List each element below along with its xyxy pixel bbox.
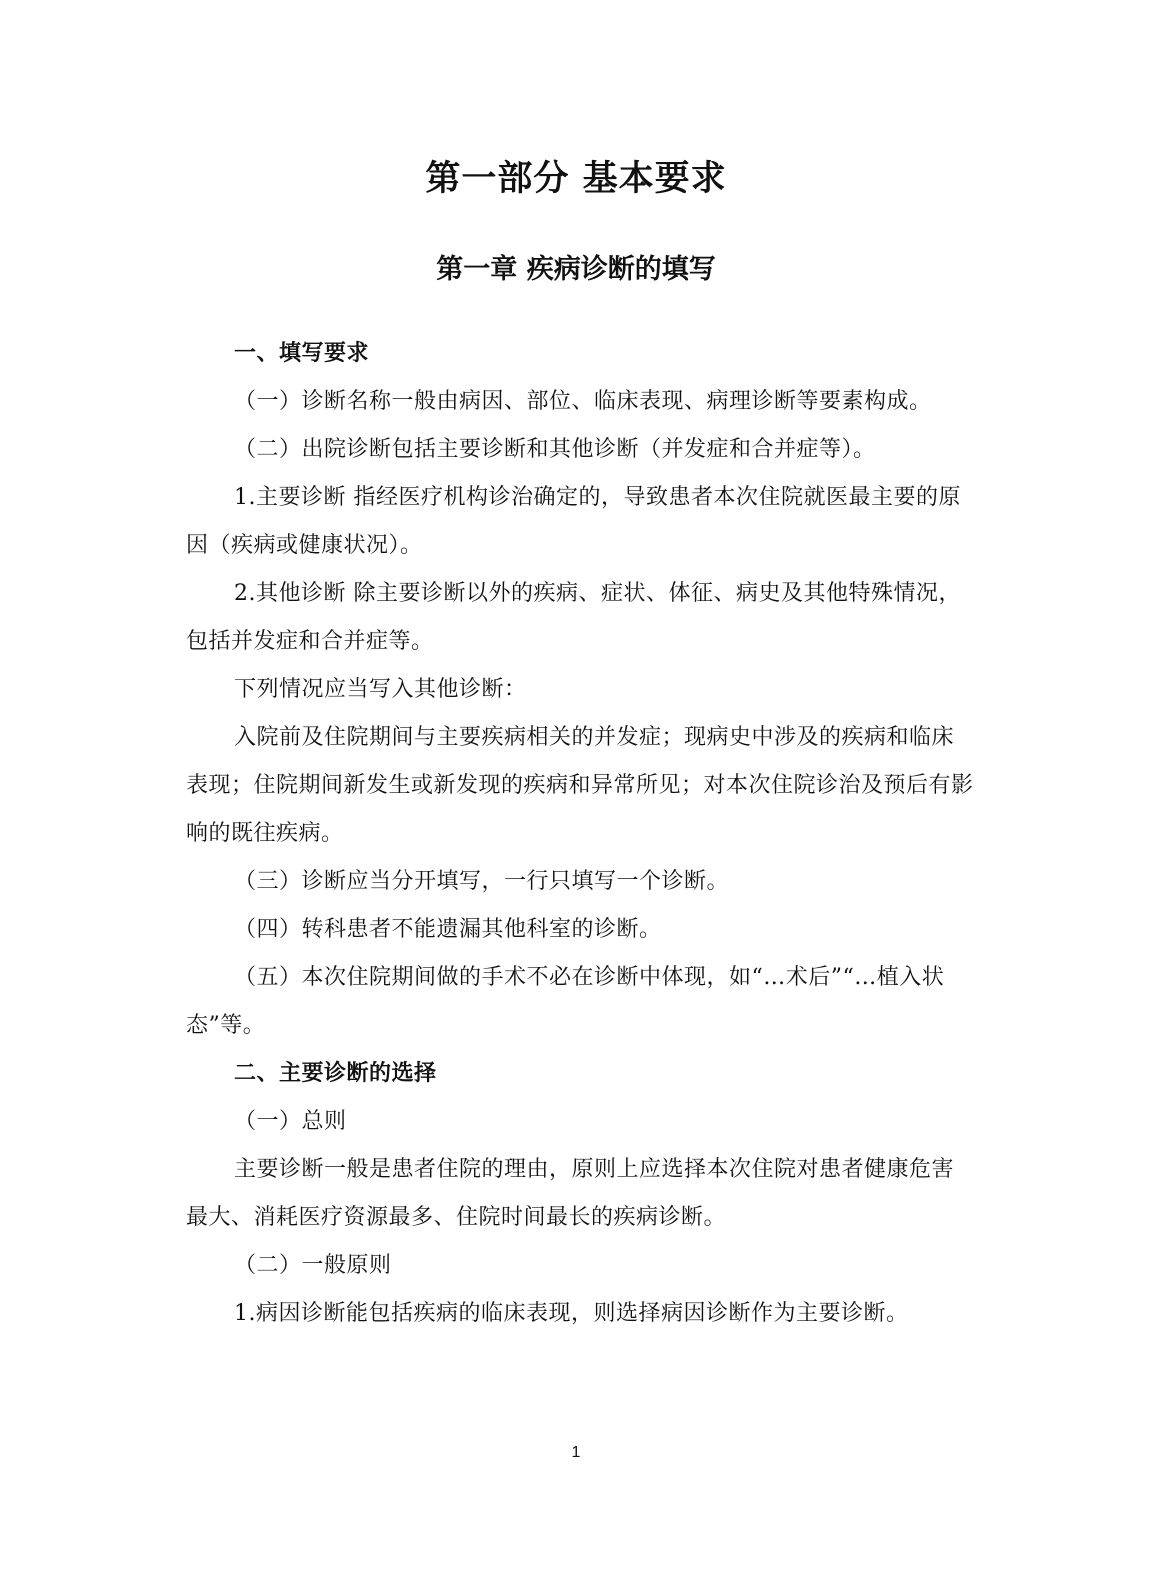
page-number: 1 — [571, 1444, 581, 1461]
section-heading-fill-requirements: 一、填写要求 — [234, 341, 370, 366]
document-body — [186, 330, 976, 1338]
part-title: 第一部分 基本要求 — [425, 159, 727, 199]
paragraph: （四）转科患者不能遗漏其他科室的诊断。 — [234, 917, 662, 942]
paragraph: 入院前及住院期间与主要疾病相关的并发症；现病史中涉及的疾病和临床表现；住院期间新发生或新发现的疾病和异常所见；对本次住院诊治及预后有影响的既往疾病。 — [186, 725, 974, 846]
paragraph: （一）诊断名称一般由病因、部位、临床表现、病理诊断等要素构成。 — [234, 389, 932, 414]
paragraph: （二）出院诊断包括主要诊断和其他诊断（并发症和合并症等）。 — [234, 437, 876, 462]
paragraph: （二）一般原则 — [234, 1253, 392, 1278]
paragraph: 下列情况应当写入其他诊断： — [234, 677, 527, 702]
section-heading-main-diagnosis: 二、主要诊断的选择 — [234, 1061, 437, 1086]
paragraph: 主要诊断一般是患者住院的理由，原则上应选择本次住院对患者健康危害最大、消耗医疗资源最多、住院时间最长的疾病诊断。 — [186, 1157, 955, 1230]
paragraph: 1.主要诊断 指经医疗机构诊治确定的，导致患者本次住院就医最主要的原因（疾病或健康状况）。 — [186, 485, 961, 558]
paragraph: （一）总则 — [234, 1109, 347, 1134]
paragraph: （三）诊断应当分开填写，一行只填写一个诊断。 — [234, 869, 730, 894]
paragraph: 1.病因诊断能包括疾病的临床表现，则选择病因诊断作为主要诊断。 — [234, 1301, 909, 1326]
paragraph: （五）本次住院期间做的手术不必在诊断中体现，如“…术后”“…植入状态”等。 — [186, 965, 945, 1038]
chapter-title: 第一章 疾病诊断的填写 — [436, 254, 716, 285]
paragraph: 2.其他诊断 除主要诊断以外的疾病、症状、体征、病史及其他特殊情况，包括并发症和合并症等。 — [186, 581, 961, 654]
